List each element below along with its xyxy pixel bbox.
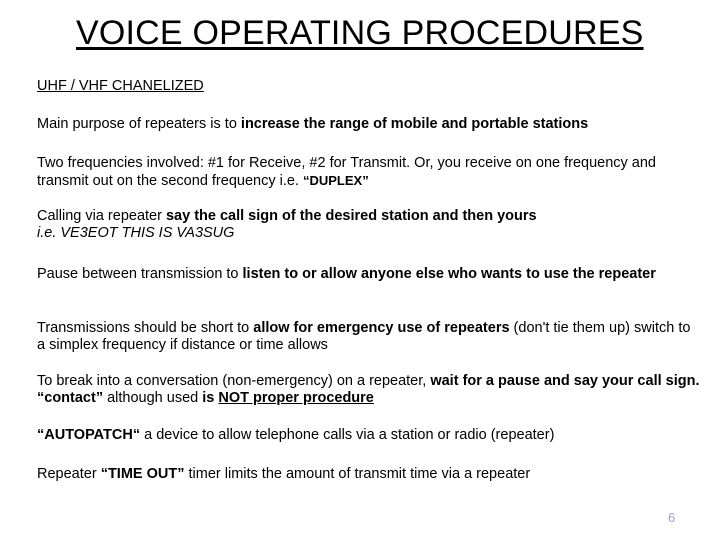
- break-in-bold: wait for a pause and say your call sign. “contact”: [37, 373, 700, 406]
- pause-bold: listen to or allow anyone else who wants to use the repeater: [242, 266, 656, 282]
- paragraph-frequencies: [37, 155, 702, 190]
- short-text-2: (don't tie them up) switch to a simplex frequency if distance or time allows: [37, 320, 691, 353]
- page-number: 6: [668, 510, 676, 525]
- autopatch-term: “AUTOPATCH“: [37, 427, 141, 443]
- paragraph-calling: [37, 208, 702, 242]
- purpose-text: Main purpose of repeaters is to: [37, 116, 241, 132]
- break-in-bold-2: is: [202, 390, 219, 406]
- timeout-term: “TIME OUT”: [100, 466, 185, 482]
- purpose-bold: increase the range of mobile and portable stations: [240, 116, 589, 132]
- frequencies-text: Two frequencies involved: #1 for Receive, #2 for Transmit. Or, you receive on one frequency and transmit out on the second frequency i.e.: [37, 155, 656, 189]
- slide-title: VOICE OPERATING PROCEDURES: [76, 14, 644, 52]
- not-proper-procedure: NOT proper procedure: [218, 390, 374, 406]
- timeout-text-2: timer limits the amount of transmit time via a repeater: [184, 466, 531, 482]
- calling-example: i.e. VE3EOT THIS IS VA3SUG: [37, 225, 235, 241]
- section-heading: UHF / VHF CHANELIZED: [37, 78, 204, 94]
- paragraph-pause: [37, 266, 702, 283]
- paragraph-purpose: [37, 116, 702, 133]
- short-text-1: Transmissions should be short to: [37, 320, 254, 336]
- break-in-text-2: although used: [103, 390, 203, 406]
- calling-bold: say the call sign of the desired station and then yours: [165, 208, 537, 224]
- paragraph-short-transmissions: [37, 320, 702, 354]
- paragraph-break-in: [37, 373, 702, 407]
- pause-text: Pause between transmission to: [37, 266, 243, 282]
- calling-text: Calling via repeater: [37, 208, 166, 224]
- paragraph-autopatch: [37, 427, 702, 444]
- autopatch-text: a device to allow telephone calls via a station or radio (repeater): [140, 427, 555, 443]
- paragraph-time-out: [37, 466, 702, 483]
- timeout-text-1: Repeater: [37, 466, 101, 482]
- duplex-term: “DUPLEX”: [302, 173, 369, 188]
- break-in-text-1: To break into a conversation (non-emergency) on a repeater,: [37, 373, 431, 389]
- short-bold: allow for emergency use of repeaters: [253, 320, 510, 336]
